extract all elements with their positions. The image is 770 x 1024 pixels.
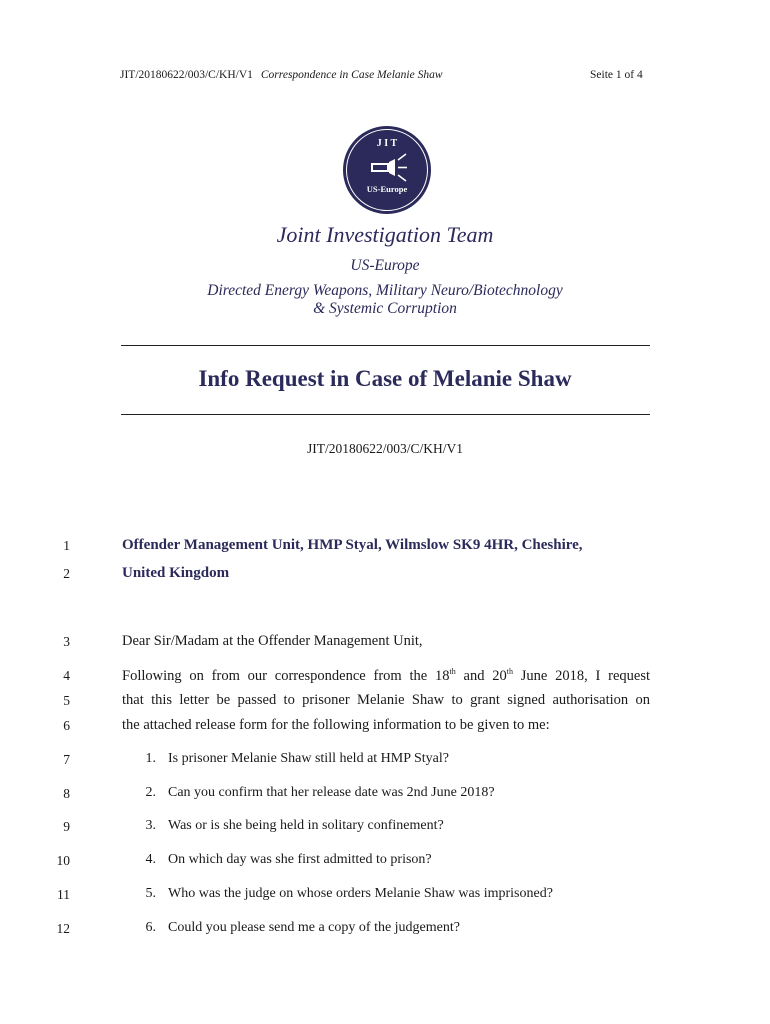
logo-bottom-text: US-Europe (366, 184, 408, 194)
paragraph-line1: Following on from our correspondence from the 18th and 20th June 2018, I request (122, 667, 651, 684)
line-number: 9 (63, 819, 70, 834)
list-item: Could you please send me a copy of the judgement? (168, 920, 460, 935)
list-item-number: 5. (145, 886, 156, 901)
line-number: 5 (63, 693, 70, 708)
list-item: Was or is she being held in solitary confinement? (168, 818, 444, 833)
line-number: 4 (63, 668, 70, 683)
line-number: 10 (56, 853, 70, 868)
document-reference: JIT/20180622/003/C/KH/V1 (306, 441, 463, 456)
logo-top-text: J I T (376, 138, 398, 149)
list-item: Is prisoner Melanie Shaw still held at HMP Styal? (168, 751, 449, 766)
line-number: 11 (57, 887, 70, 902)
list-item-number: 4. (145, 852, 156, 867)
org-description-line2: & Systemic Corruption (313, 300, 457, 317)
running-header (120, 69, 443, 81)
page-number: Seite 1 of 4 (590, 69, 643, 81)
org-subtitle: US-Europe (350, 257, 420, 274)
document-title: Info Request in Case of Melanie Shaw (198, 366, 572, 391)
line-number: 8 (63, 786, 70, 801)
list-item-number: 3. (145, 818, 156, 833)
line-number: 3 (63, 634, 70, 649)
line-number: 12 (56, 921, 70, 936)
address-line2: United Kingdom (122, 565, 230, 581)
address-line1: Offender Management Unit, HMP Styal, Wilmslow SK9 4HR, Cheshire, (122, 537, 583, 553)
line-number: 7 (63, 752, 70, 767)
header-ref: JIT/20180622/003/C/KH/V1 (120, 69, 253, 81)
list-item-number: 1. (145, 751, 156, 766)
title-rule-top (121, 345, 650, 346)
jit-logo (342, 125, 432, 215)
list-item-number: 2. (145, 785, 156, 800)
line-number: 1 (63, 538, 70, 553)
org-description-line1: Directed Energy Weapons, Military Neuro/Biotechnology (207, 282, 563, 299)
line-number: 6 (63, 718, 70, 733)
paragraph-line2: that this letter be passed to prisoner Melanie Shaw to grant signed authorisation on (122, 692, 650, 708)
list-item-number: 6. (145, 920, 156, 935)
salutation: Dear Sir/Madam at the Offender Management Unit, (122, 633, 423, 649)
paragraph-line3: the attached release form for the following information to be given to me: (122, 717, 550, 733)
list-item: Can you confirm that her release date was 2nd June 2018? (168, 785, 495, 800)
list-item: On which day was she first admitted to prison? (168, 852, 432, 867)
header-subject: Correspondence in Case Melanie Shaw (260, 69, 443, 81)
line-number: 2 (63, 566, 70, 581)
org-title: Joint Investigation Team (276, 222, 494, 247)
list-item: Who was the judge on whose orders Melanie Shaw was imprisoned? (168, 886, 553, 901)
title-rule-bottom (121, 414, 650, 415)
